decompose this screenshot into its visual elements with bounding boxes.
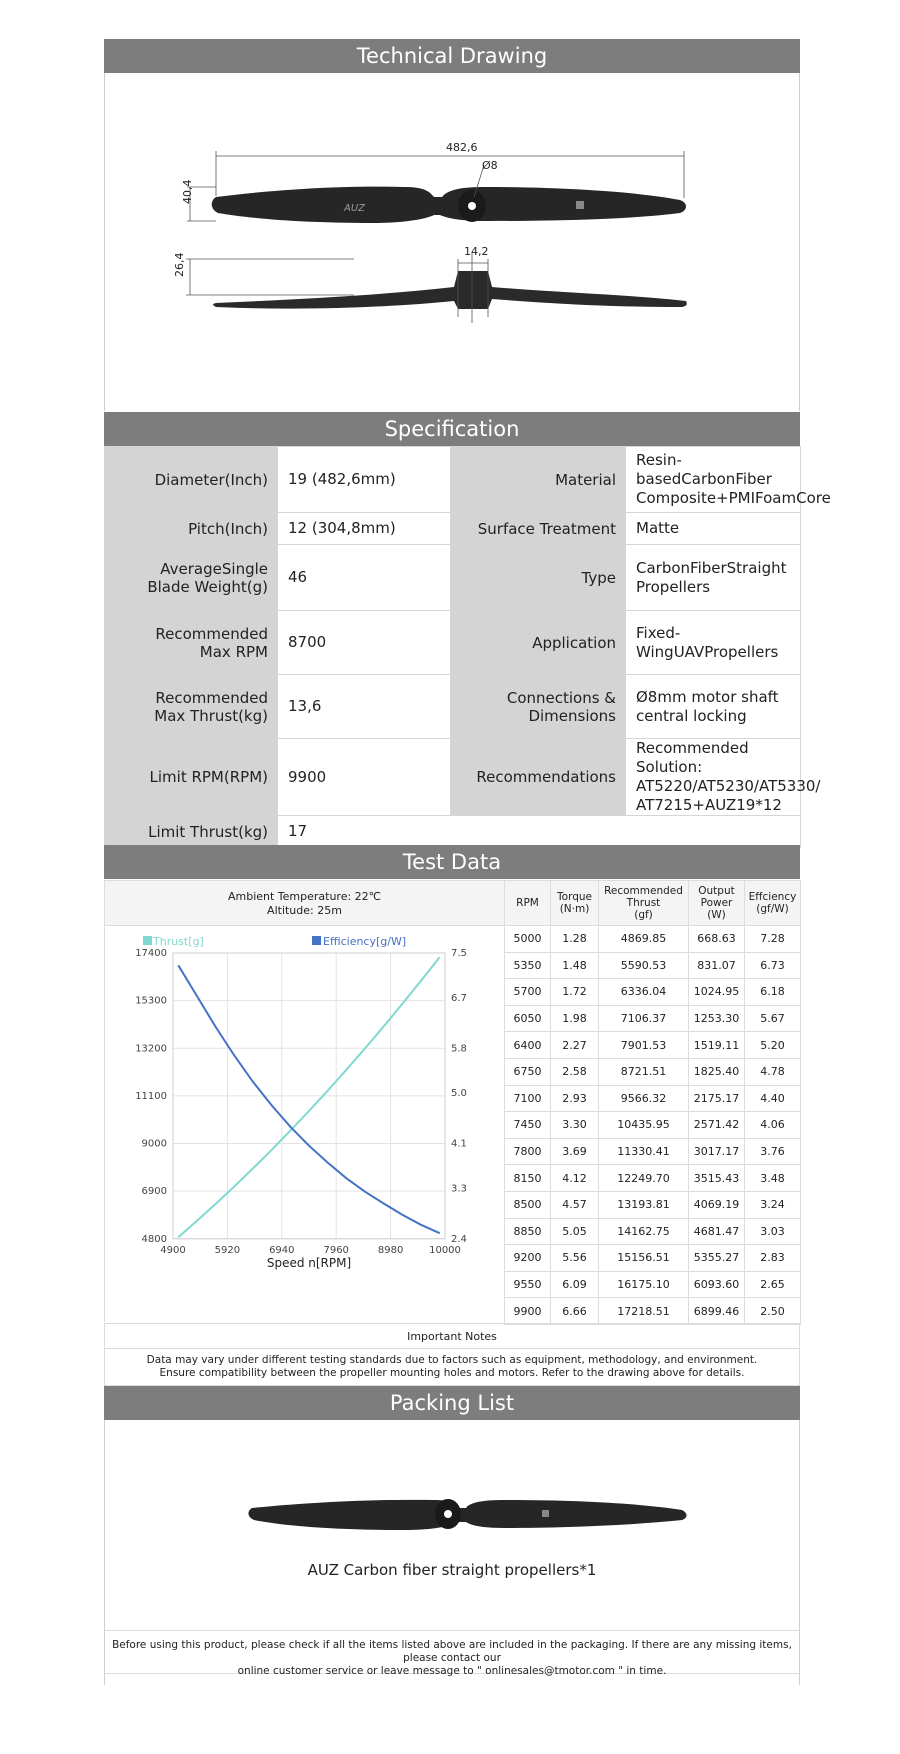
y-right-tick-label: 5.8 — [451, 1043, 467, 1055]
table-cell: 5350 — [505, 952, 551, 979]
table-cell: 1.28 — [551, 926, 599, 953]
table-cell: 4681.47 — [689, 1218, 745, 1245]
legend-swatch-thrust — [143, 936, 152, 945]
packing-list-header: Packing List — [104, 1386, 800, 1420]
table-cell: 1.72 — [551, 979, 599, 1006]
table-cell: 6.73 — [745, 952, 801, 979]
table-cell: 8500 — [505, 1191, 551, 1218]
table-cell: 1.98 — [551, 1005, 599, 1032]
y-left-tick-label: 11100 — [135, 1090, 167, 1102]
table-cell: 3.30 — [551, 1112, 599, 1139]
x-tick-label: 4900 — [160, 1244, 186, 1256]
x-tick-label: 7960 — [323, 1244, 349, 1256]
spec-label: Connections & Dimensions — [451, 675, 626, 739]
y-left-tick-label: 6900 — [141, 1186, 167, 1198]
table-cell: 2.50 — [745, 1298, 801, 1325]
note-line: Data may vary under different testing standards due to factors such as equipment, methodology, and environment. — [146, 1354, 758, 1366]
table-cell: 15156.51 — [599, 1245, 689, 1272]
spec-label: Application — [451, 611, 626, 675]
chart-panel — [104, 926, 505, 1322]
table-cell: 6.09 — [551, 1271, 599, 1298]
table-cell: 4.40 — [745, 1085, 801, 1112]
table-cell: 7100 — [505, 1085, 551, 1112]
spec-label: Pitch(Inch) — [105, 513, 278, 545]
x-tick-label: 10000 — [429, 1244, 461, 1256]
table-row — [505, 1245, 801, 1272]
packing-caption: AUZ Carbon fiber straight propellers*1 — [307, 1561, 597, 1579]
spec-value: Resin-basedCarbonFiber Composite+PMIFoamCore — [626, 447, 801, 513]
spec-value: CarbonFiberStraight Propellers — [626, 545, 801, 611]
table-row — [505, 979, 801, 1006]
y-left-tick-label: 4800 — [141, 1233, 167, 1245]
column-header: Torque (N·m) — [551, 881, 599, 926]
spec-row — [105, 611, 801, 675]
table-cell: 12249.70 — [599, 1165, 689, 1192]
important-notes — [104, 1349, 800, 1386]
legend-label-thrust: Thrust[g] — [153, 935, 204, 948]
blade-logo-text: AUZ — [344, 203, 366, 214]
table-row — [505, 1191, 801, 1218]
spec-row — [105, 447, 801, 513]
spec-value: 8700 — [278, 611, 451, 675]
y-right-tick-label: 2.4 — [451, 1233, 467, 1245]
table-cell: 9200 — [505, 1245, 551, 1272]
table-row — [505, 926, 801, 953]
dim-length: 482,6 — [446, 141, 478, 154]
table-cell: 1.48 — [551, 952, 599, 979]
table-cell: 9900 — [505, 1298, 551, 1325]
table-cell: 17218.51 — [599, 1298, 689, 1325]
table-row — [505, 1298, 801, 1325]
y-right-tick-label: 3.3 — [451, 1183, 467, 1195]
propeller-top-view — [212, 187, 686, 223]
legend-label-efficiency: Efficiency[g/W] — [323, 935, 407, 948]
table-cell: 7450 — [505, 1112, 551, 1139]
table-row — [505, 952, 801, 979]
x-tick-label: 5920 — [214, 1244, 241, 1256]
table-row — [505, 1112, 801, 1139]
spec-row — [105, 513, 801, 545]
spec-value: 17 — [278, 816, 801, 848]
table-cell: 4869.85 — [599, 926, 689, 953]
important-notes-title: Important Notes — [104, 1323, 800, 1349]
table-row — [505, 1085, 801, 1112]
table-cell: 4069.19 — [689, 1191, 745, 1218]
column-header: Recommended Thrust (gf) — [599, 881, 689, 926]
table-cell: 4.06 — [745, 1112, 801, 1139]
spec-value: 12 (304,8mm) — [278, 513, 451, 545]
note-line: Ensure compatibility between the propeller mounting holes and motors. Refer to the drawing above for details. — [159, 1367, 745, 1379]
table-cell: 1825.40 — [689, 1058, 745, 1085]
table-cell: 16175.10 — [599, 1271, 689, 1298]
table-cell: 5.05 — [551, 1218, 599, 1245]
packing-note-line: Before using this product, please check if all the items listed above are included in the packaging. If there are any missing items, please contact our — [112, 1639, 792, 1664]
column-header: Output Power (W) — [689, 881, 745, 926]
test-table-header-row — [505, 881, 801, 926]
table-row — [505, 1165, 801, 1192]
dim-hole: Ø8 — [482, 159, 498, 172]
table-cell: 6750 — [505, 1058, 551, 1085]
table-cell: 8150 — [505, 1165, 551, 1192]
altitude: Altitude: 25m — [267, 904, 342, 917]
x-axis-label: Speed n[RPM] — [266, 1255, 352, 1270]
table-cell: 3.48 — [745, 1165, 801, 1192]
y-right-tick-label: 4.1 — [451, 1138, 467, 1150]
table-cell: 5.20 — [745, 1032, 801, 1059]
table-cell: 1253.30 — [689, 1005, 745, 1032]
table-cell: 3.03 — [745, 1218, 801, 1245]
column-header: Effciency (gf/W) — [745, 881, 801, 926]
specification-table — [104, 446, 831, 848]
test-conditions — [104, 880, 505, 926]
y-left-tick-label: 15300 — [135, 995, 167, 1007]
spec-label: AverageSingle Blade Weight(g) — [105, 545, 278, 611]
table-cell: 9566.32 — [599, 1085, 689, 1112]
table-cell: 2571.42 — [689, 1112, 745, 1139]
table-cell: 14162.75 — [599, 1218, 689, 1245]
table-row — [505, 1218, 801, 1245]
technical-drawing — [104, 73, 800, 411]
table-cell: 1519.11 — [689, 1032, 745, 1059]
spec-label: Limit Thrust(kg) — [105, 816, 278, 848]
table-cell: 831.07 — [689, 952, 745, 979]
spec-value: 13,6 — [278, 675, 451, 739]
table-cell: 5000 — [505, 926, 551, 953]
table-cell: 3515.43 — [689, 1165, 745, 1192]
spec-label: Recommendations — [451, 739, 626, 816]
table-cell: 6093.60 — [689, 1271, 745, 1298]
table-cell: 7106.37 — [599, 1005, 689, 1032]
spec-value: 46 — [278, 545, 451, 611]
spec-row — [105, 675, 801, 739]
spec-value: 19 (482,6mm) — [278, 447, 451, 513]
spec-label: Material — [451, 447, 626, 513]
spec-label: Surface Treatment — [451, 513, 626, 545]
table-row — [505, 1032, 801, 1059]
table-cell: 4.78 — [745, 1058, 801, 1085]
table-cell: 9550 — [505, 1271, 551, 1298]
table-cell: 6.66 — [551, 1298, 599, 1325]
table-row — [505, 1005, 801, 1032]
table-cell: 5355.27 — [689, 1245, 745, 1272]
y-left-tick-label: 17400 — [135, 948, 167, 959]
spec-label: Recommended Max Thrust(kg) — [105, 675, 278, 739]
table-cell: 5590.53 — [599, 952, 689, 979]
spec-value: 9900 — [278, 739, 451, 816]
table-row — [505, 1058, 801, 1085]
dim-width: 40,4 — [181, 179, 194, 204]
y-right-tick-label: 5.0 — [451, 1088, 467, 1100]
spec-label: Recommended Max RPM — [105, 611, 278, 675]
table-cell: 6336.04 — [599, 979, 689, 1006]
dim-hub: 14,2 — [464, 245, 489, 258]
table-cell: 3.69 — [551, 1138, 599, 1165]
table-cell: 2.93 — [551, 1085, 599, 1112]
y-left-tick-label: 13200 — [135, 1043, 167, 1055]
spec-value: Recommended Solution: AT5220/AT5230/AT5330/ AT7215+AUZ19*12 — [626, 739, 801, 816]
spec-label: Limit RPM(RPM) — [105, 739, 278, 816]
ambient-temperature: Ambient Temperature: 22℃ — [227, 890, 382, 903]
column-header: RPM — [505, 881, 551, 926]
table-cell: 10435.95 — [599, 1112, 689, 1139]
y-left-tick-label: 9000 — [141, 1138, 167, 1150]
table-cell: 6.18 — [745, 979, 801, 1006]
dim-thickness: 26,4 — [173, 252, 186, 277]
table-cell: 13193.81 — [599, 1191, 689, 1218]
table-cell: 6050 — [505, 1005, 551, 1032]
table-cell: 3.76 — [745, 1138, 801, 1165]
table-row — [505, 1138, 801, 1165]
table-cell: 6899.46 — [689, 1298, 745, 1325]
table-cell: 668.63 — [689, 926, 745, 953]
packing-note — [104, 1630, 800, 1677]
table-cell: 7800 — [505, 1138, 551, 1165]
table-row — [505, 1271, 801, 1298]
table-cell: 3017.17 — [689, 1138, 745, 1165]
spec-row — [105, 739, 801, 816]
table-cell: 1024.95 — [689, 979, 745, 1006]
spec-row — [105, 545, 801, 611]
table-cell: 4.12 — [551, 1165, 599, 1192]
spec-value: Ø8mm motor shaft central locking — [626, 675, 801, 739]
propeller-side-view — [213, 271, 687, 309]
table-cell: 7.28 — [745, 926, 801, 953]
test-data-table — [504, 880, 801, 1325]
series-line-thrust — [178, 957, 439, 1237]
table-cell: 2175.17 — [689, 1085, 745, 1112]
table-cell: 6400 — [505, 1032, 551, 1059]
packing-note-line: online customer service or leave message to " onlinesales@tmotor.com " in time. — [237, 1665, 667, 1677]
table-cell: 2.58 — [551, 1058, 599, 1085]
spec-value: Matte — [626, 513, 801, 545]
spec-label: Type — [451, 545, 626, 611]
specification-header: Specification — [104, 412, 800, 446]
table-cell: 7901.53 — [599, 1032, 689, 1059]
table-cell: 4.57 — [551, 1191, 599, 1218]
technical-drawing-header: Technical Drawing — [104, 39, 800, 73]
x-tick-label: 8980 — [377, 1244, 404, 1256]
table-cell: 8721.51 — [599, 1058, 689, 1085]
table-cell: 2.27 — [551, 1032, 599, 1059]
table-cell: 11330.41 — [599, 1138, 689, 1165]
table-cell: 3.24 — [745, 1191, 801, 1218]
spec-row — [105, 816, 801, 848]
thrust-efficiency-chart — [105, 926, 504, 1322]
table-cell: 5700 — [505, 979, 551, 1006]
table-cell: 2.65 — [745, 1271, 801, 1298]
table-cell: 8850 — [505, 1218, 551, 1245]
spec-label: Diameter(Inch) — [105, 447, 278, 513]
x-tick-label: 6940 — [269, 1244, 295, 1256]
spec-value: Fixed-WingUAVPropellers — [626, 611, 801, 675]
table-cell: 2.83 — [745, 1245, 801, 1272]
y-right-tick-label: 6.7 — [451, 992, 467, 1004]
test-data-header: Test Data — [104, 845, 800, 879]
legend-swatch-efficiency — [312, 936, 321, 945]
table-cell: 5.56 — [551, 1245, 599, 1272]
table-cell: 5.67 — [745, 1005, 801, 1032]
y-right-tick-label: 7.5 — [451, 948, 467, 959]
